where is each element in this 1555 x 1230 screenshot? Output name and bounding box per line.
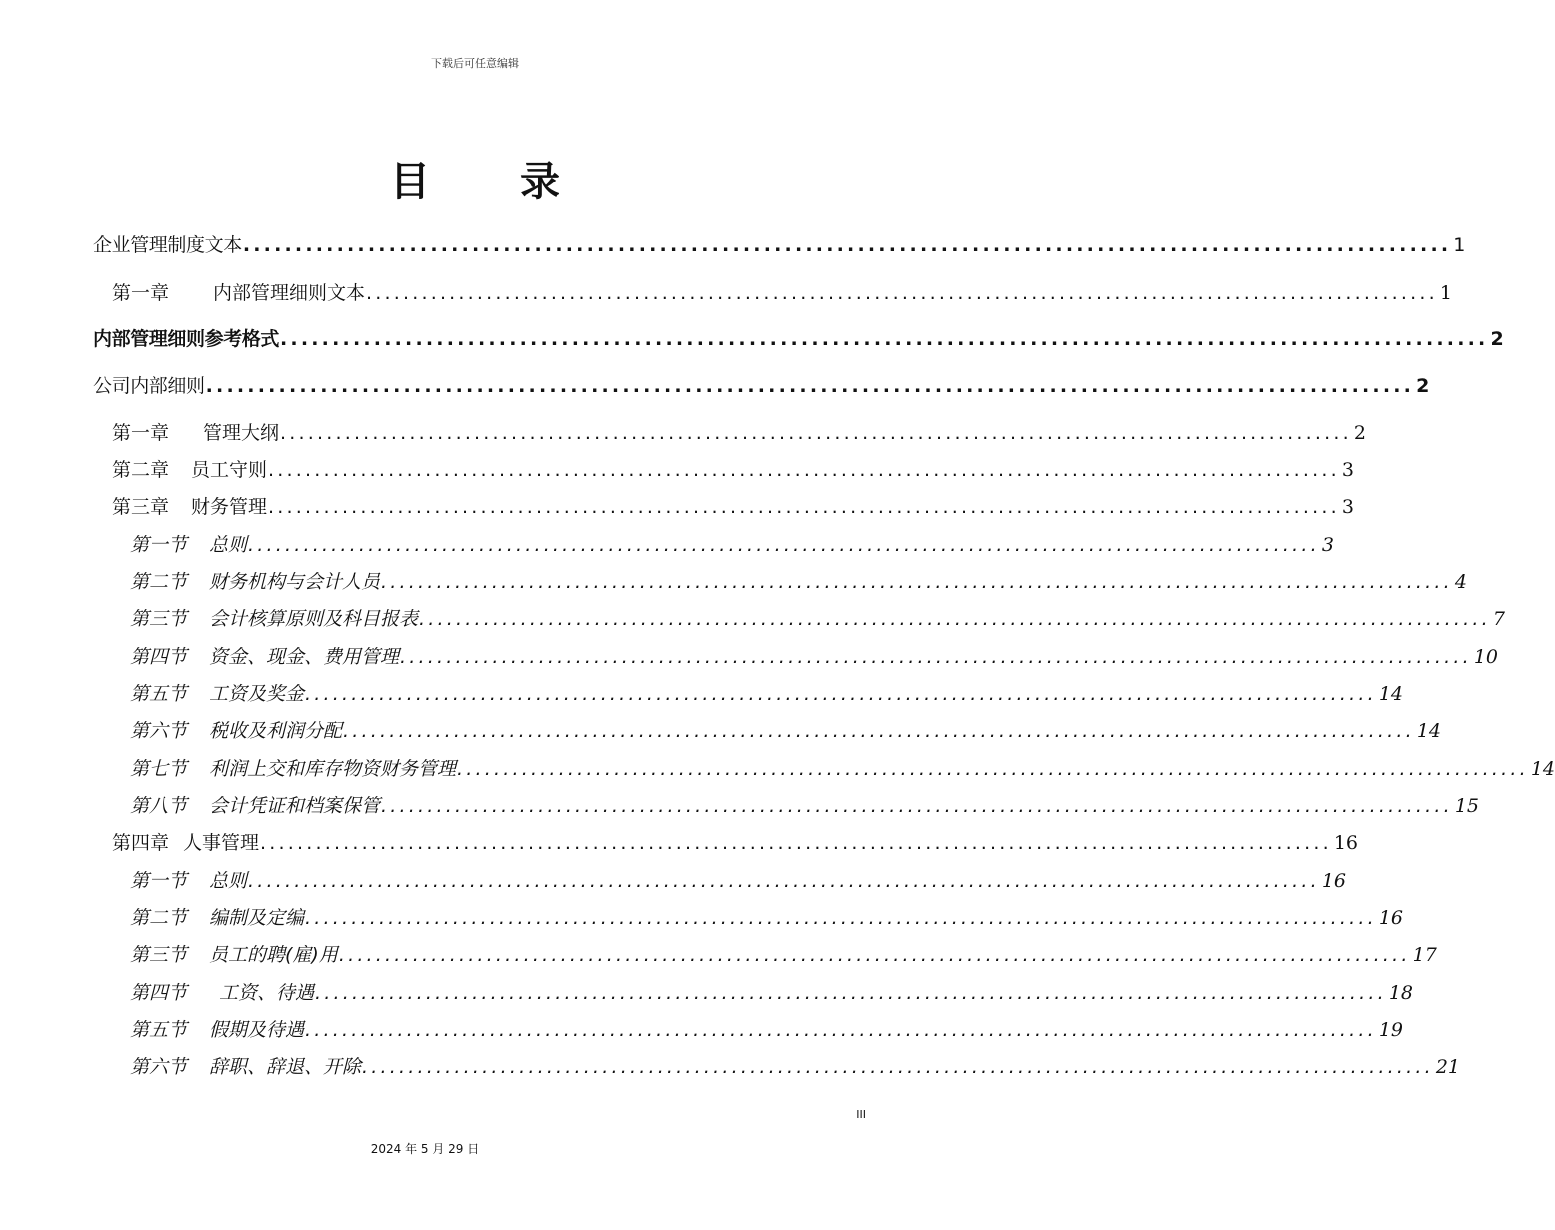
toc-leader-dots: .................................................................................................................... — [305, 907, 1377, 929]
toc-entry-page: 16 — [1321, 870, 1347, 892]
toc-entry-page: 4 — [1454, 571, 1467, 593]
toc-entry-page: 2 — [1353, 422, 1366, 444]
toc-entry-label: 编制及定编 — [209, 907, 305, 929]
toc-entry-label: 内部管理细则参考格式 — [93, 328, 280, 350]
toc-entry-label: 人事管理 — [183, 832, 260, 854]
toc-entry-page: 14 — [1530, 758, 1555, 780]
toc-entry-label: 企业管理制度文本 — [93, 234, 242, 256]
toc-leader-dots: .................................................................................................................... — [381, 571, 1453, 593]
toc-entry-page: 1 — [1453, 234, 1465, 256]
toc-leader-dots: .................................................................................................................... — [248, 870, 1320, 892]
page-title: 目 录 — [390, 159, 598, 205]
toc-entry-hr-section-2-staffing[interactable] — [130, 903, 1404, 930]
toc-leader-dots: .................................................................................................................... — [280, 328, 1489, 350]
toc-entry-page: 17 — [1412, 944, 1437, 966]
toc-entry-section-2-finance-staff[interactable] — [130, 567, 1467, 594]
toc-entry-label: 税收及利润分配 — [209, 720, 343, 742]
toc-entry-company-management-system[interactable] — [93, 230, 1465, 257]
toc-leader-dots: .................................................................................................................... — [205, 375, 1415, 397]
toc-entry-page: 7 — [1492, 608, 1505, 630]
toc-leader-dots: .................................................................................................................... — [268, 459, 1340, 481]
toc-entry-label: 管理大纲 — [203, 422, 280, 444]
toc-entry-hr-section-1-general[interactable] — [130, 866, 1347, 893]
toc-leader-dots: .................................................................................................................... — [362, 1056, 1434, 1078]
toc-entry-page: 21 — [1435, 1056, 1461, 1078]
toc-entry-chapter-3-finance[interactable] — [112, 492, 1354, 519]
toc-leader-dots: .................................................................................................................... — [381, 795, 1453, 817]
header-note: 下载后可任意编辑 — [431, 57, 519, 70]
toc-leader-dots: .................................................................................................................... — [419, 608, 1491, 630]
toc-entry-label: 内部管理细则文本 — [213, 282, 366, 304]
toc-entry-label: 财务机构与会计人员 — [209, 571, 381, 593]
toc-entry-page: 18 — [1388, 982, 1414, 1004]
toc-entry-page: 1 — [1439, 282, 1452, 304]
toc-entry-label: 员工的聘(雇)用 — [209, 944, 338, 966]
toc-entry-hr-section-3-hiring[interactable] — [130, 940, 1437, 967]
toc-leader-dots: .................................................................................................................... — [457, 758, 1529, 780]
toc-entry-chapter-4-hr[interactable] — [112, 828, 1359, 855]
toc-entry-label: 工资、待遇 — [219, 982, 315, 1004]
toc-leader-dots: .................................................................................................................... — [305, 1019, 1377, 1041]
toc-entry-number: 第三章 — [112, 496, 170, 518]
toc-entry-page: 3 — [1341, 496, 1354, 518]
toc-leader-dots: .................................................................................................................... — [260, 832, 1332, 854]
toc-entry-label: 总则 — [209, 870, 248, 892]
toc-leader-dots: .................................................................................................................... — [248, 534, 1320, 556]
toc-entry-number: 第二节 — [130, 571, 188, 593]
page-number: III — [856, 1108, 866, 1121]
toc-entry-label: 假期及待遇 — [209, 1019, 305, 1041]
toc-entry-section-8-vouchers-archives[interactable] — [130, 791, 1480, 818]
toc-entry-page: 16 — [1378, 907, 1404, 929]
toc-entry-number: 第二节 — [130, 907, 188, 929]
toc-entry-label: 利润上交和库存物资财务管理 — [209, 758, 457, 780]
toc-entry-label: 财务管理 — [191, 496, 268, 518]
toc-entry-number: 第六节 — [130, 720, 188, 742]
toc-leader-dots: .................................................................................................................... — [343, 720, 1415, 742]
toc-entry-page: 14 — [1416, 720, 1442, 742]
toc-leader-dots: .................................................................................................................... — [305, 683, 1377, 705]
toc-entry-page: 3 — [1341, 459, 1354, 481]
toc-entry-section-1-general[interactable] — [130, 530, 1334, 557]
toc-entry-number: 第六节 — [130, 1056, 188, 1078]
toc-leader-dots: .................................................................................................................... — [400, 646, 1472, 668]
toc-entry-section-3-accounting-principles[interactable] — [130, 604, 1505, 631]
toc-entry-label: 会计凭证和档案保管 — [209, 795, 381, 817]
toc-entry-chapter-1-outline[interactable] — [112, 418, 1366, 445]
toc-entry-label: 资金、现金、费用管理 — [209, 646, 400, 668]
toc-leader-dots: .................................................................................................................... — [338, 944, 1411, 966]
toc-entry-number: 第四章 — [112, 832, 170, 854]
toc-entry-number: 第一节 — [130, 870, 188, 892]
toc-entry-number: 第七节 — [130, 758, 188, 780]
toc-entry-page: 2 — [1490, 328, 1504, 350]
toc-entry-section-7-profit-inventory[interactable] — [130, 754, 1555, 781]
toc-entry-chapter-1-internal-rules-text[interactable] — [112, 278, 1452, 305]
toc-entry-number: 第四节 — [130, 646, 188, 668]
toc-entry-number: 第四节 — [130, 982, 188, 1004]
toc-leader-dots: .................................................................................................................... — [315, 982, 1387, 1004]
toc-entry-number: 第三节 — [130, 944, 188, 966]
toc-entry-page: 19 — [1378, 1019, 1404, 1041]
toc-entry-label: 公司内部细则 — [93, 375, 205, 397]
toc-entry-number: 第一节 — [130, 534, 188, 556]
toc-entry-number: 第八节 — [130, 795, 188, 817]
toc-entry-label: 会计核算原则及科目报表 — [209, 608, 419, 630]
toc-leader-dots: .................................................................................................................... — [268, 496, 1340, 518]
toc-entry-internal-rules-reference-format[interactable] — [93, 324, 1504, 351]
toc-entry-number: 第三节 — [130, 608, 188, 630]
toc-entry-hr-section-6-resignation[interactable] — [130, 1052, 1461, 1079]
toc-entry-page: 2 — [1416, 375, 1429, 397]
toc-entry-section-6-tax-profit[interactable] — [130, 716, 1442, 743]
toc-entry-hr-section-5-leave[interactable] — [130, 1015, 1404, 1042]
toc-entry-page: 10 — [1473, 646, 1499, 668]
toc-entry-page: 15 — [1454, 795, 1480, 817]
toc-entry-page: 16 — [1333, 832, 1359, 854]
toc-entry-company-internal-rules[interactable] — [93, 371, 1429, 398]
toc-entry-hr-section-4-wages-benefits[interactable] — [130, 978, 1414, 1005]
toc-leader-dots: .................................................................................................................... — [280, 422, 1352, 444]
toc-entry-section-4-funds-cash-expenses[interactable] — [130, 642, 1499, 669]
toc-entry-chapter-2-employee-code[interactable] — [112, 455, 1354, 482]
toc-leader-dots: .................................................................................................................... — [366, 282, 1438, 304]
toc-leader-dots: .................................................................................................................... — [242, 234, 1452, 256]
toc-entry-label: 辞职、辞退、开除 — [209, 1056, 362, 1078]
toc-entry-page: 3 — [1321, 534, 1334, 556]
toc-entry-page: 14 — [1378, 683, 1404, 705]
toc-entry-number: 第一章 — [112, 422, 170, 444]
toc-entry-number: 第五节 — [130, 1019, 188, 1041]
footer-date: 2024 年 5 月 29 日 — [370, 1142, 480, 1156]
toc-entry-section-5-wages-bonus[interactable] — [130, 679, 1404, 706]
toc-entry-label: 工资及奖金 — [209, 683, 305, 705]
toc-entry-number: 第一章 — [112, 282, 170, 304]
toc-entry-number: 第五节 — [130, 683, 188, 705]
toc-entry-number: 第二章 — [112, 459, 170, 481]
toc-entry-label: 员工守则 — [191, 459, 268, 481]
toc-entry-label: 总则 — [209, 534, 248, 556]
